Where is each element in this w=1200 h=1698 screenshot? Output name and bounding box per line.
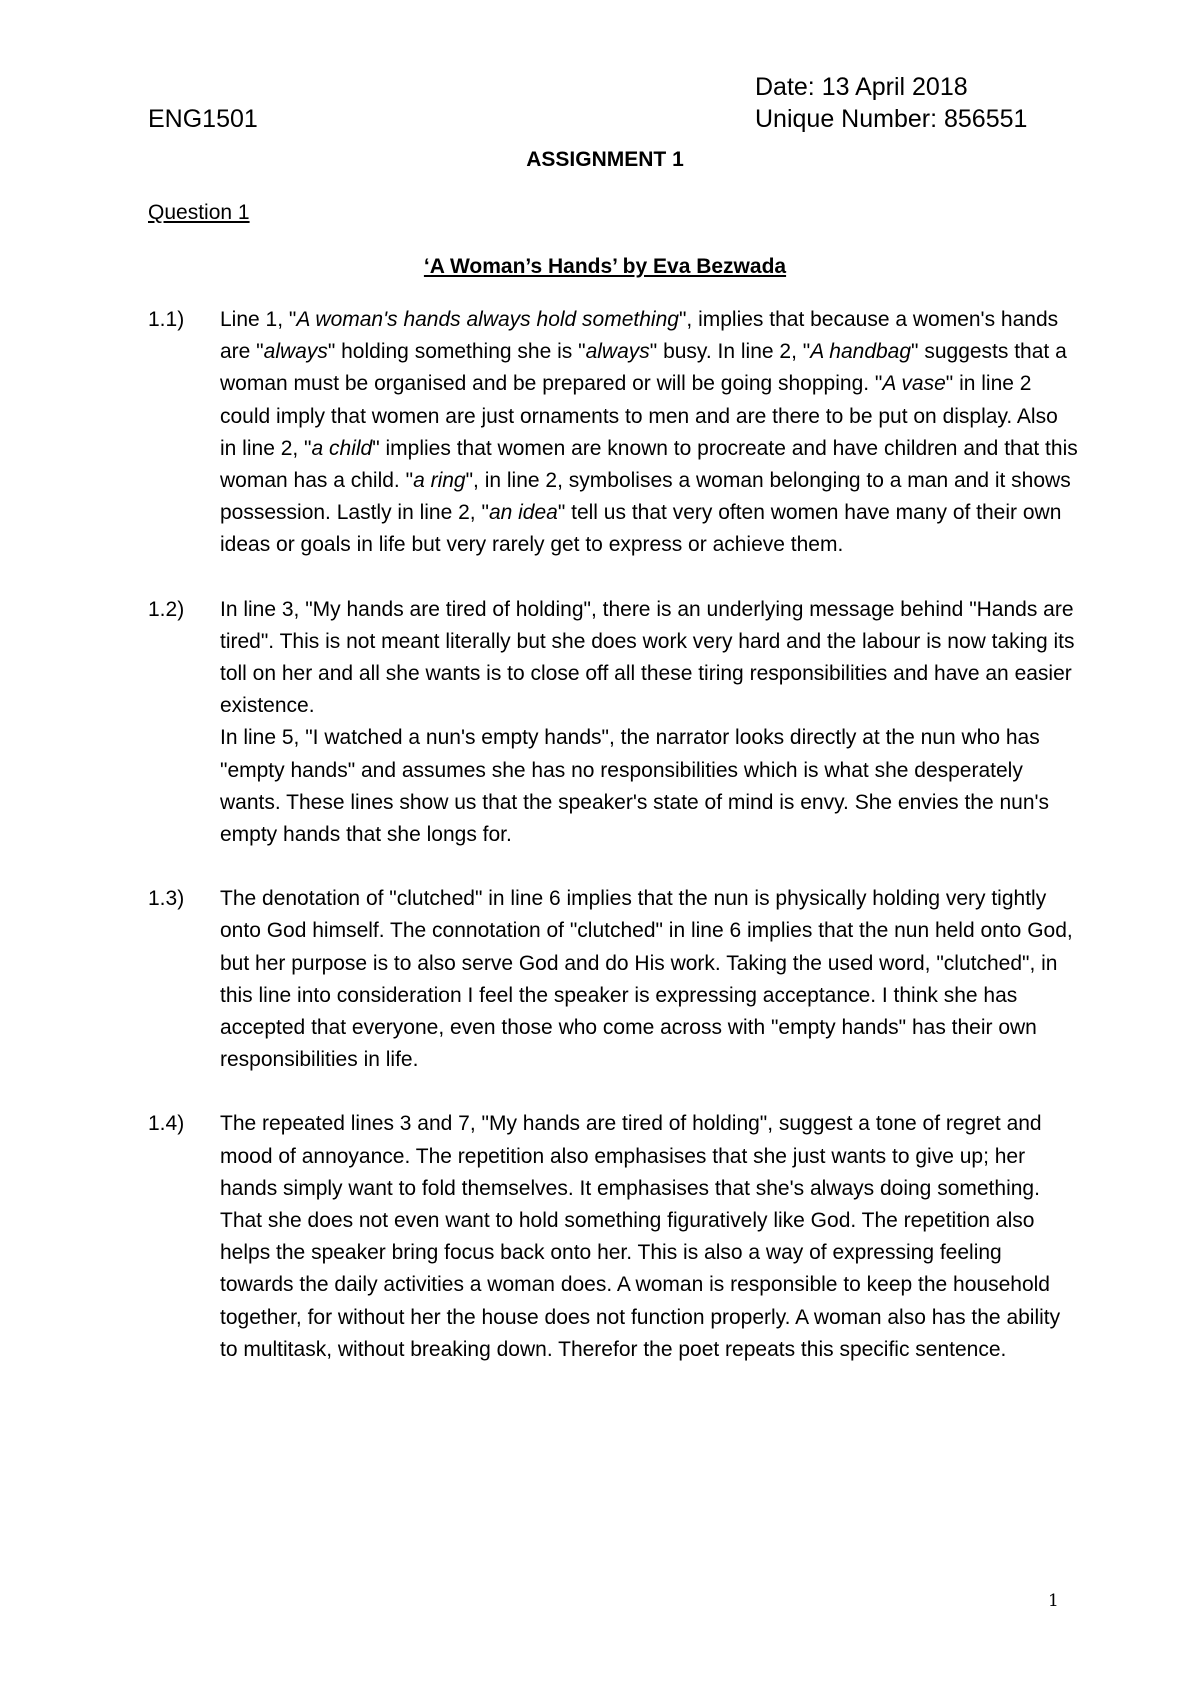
answer-number: 1.3) <box>148 887 185 911</box>
page-number: 1 <box>1048 1591 1059 1611</box>
assignment-title: ASSIGNMENT 1 <box>526 148 684 171</box>
quoted-phrase: A woman's hands always hold something <box>296 308 679 331</box>
text-segment: " in line 2 could imply that women are just ornaments to men and are there to be put on display. Also in line 2, " <box>220 372 1058 460</box>
answer-text <box>220 304 1078 562</box>
poem-title: ‘A Woman’s Hands’ by Eva Bezwada <box>423 255 787 278</box>
answer-paragraph: In line 3, "My hands are tired of holding", there is an underlying message behind "Hands are tired". This is not meant literally but she does work very hard and the labour is now taking its toll on her and all she wants is to close off all these tiring responsibilities and have an easier existence. <box>220 597 1075 718</box>
text-segment: " suggests that a woman must be organised and be prepared or will be going shopping. " <box>220 340 1067 396</box>
quoted-phrase: A vase <box>882 372 946 396</box>
answer-number: 1.1) <box>148 308 185 331</box>
answer-paragraph: In line 5, "I watched a nun's empty hands", the narrator looks directly at the nun who has "empty hands" and assumes she has no responsibilities which is what she desperately wants. These lines show us that the speaker's state of mind is envy. She envies the nun's empty hands that she longs for. <box>220 726 1050 847</box>
answer-1-3 <box>148 883 1078 1076</box>
answer-paragraph: The denotation of "clutched" in line 6 implies that the nun is physically holding very tightly onto God himself. The connotation of "clutched" in line 6 implies that the nun held onto God, but her purpose is to also serve God and do His work. Taking the used word, "clutched", in this line into consideration I feel the speaker is expressing acceptance. I think she has accepted that everyone, even those who come across with "empty hands" has their own responsibilities in life. <box>220 887 1073 1072</box>
answer-number: 1.4) <box>148 1112 185 1136</box>
text-segment: " tell us that very often women have many of their own ideas or goals in life but very rarely get to express or achieve them. <box>220 501 1062 557</box>
answer-number: 1.2) <box>148 597 185 621</box>
text-segment: ", implies that because a women's hands are " <box>220 308 1059 364</box>
answer-1-1 <box>148 304 1078 562</box>
quoted-phrase: a ring <box>413 469 466 493</box>
text-segment: " busy. In line 2, " <box>649 340 811 364</box>
text-segment: Line 1, " <box>220 308 297 331</box>
answer-1-2 <box>148 594 1078 852</box>
text-segment: " implies that women are known to procreate and have children and that this woman has a child. " <box>220 436 1078 493</box>
header-meta <box>755 71 1027 135</box>
answer-paragraph: The repeated lines 3 and 7, "My hands are tired of holding", suggest a tone of regret and mood of annoyance. The repetition also emphasises that she just wants to give up; her hands simply want to fold themselves. It emphasises that she's always doing something. That she does not even want to hold something figuratively like God. The repetition also helps the speaker bring focus back onto her. This is also a way of expressing feeling towards the daily activities a woman does. A woman is responsible to keep the household together, for without her the house does not function properly. A woman also has the ability to multitask, without breaking down. Therefor the poet repeats this specific sentence. <box>220 1112 1061 1361</box>
quoted-phrase: an idea <box>488 501 558 525</box>
quoted-phrase: always <box>263 340 328 364</box>
assignment-date: Date: 13 April 2018 <box>755 73 968 101</box>
text-segment: " holding something she is " <box>327 340 586 364</box>
unique-number: Unique Number: 856551 <box>755 105 1028 133</box>
quoted-phrase: a child <box>311 436 373 460</box>
quoted-phrase: always <box>585 340 650 364</box>
answer-text <box>220 1108 1078 1366</box>
text-segment: ", in line 2, symbolises a woman belonging to a man and it shows possession. Lastly in line 2, " <box>220 469 1071 525</box>
answer-text <box>220 883 1078 1076</box>
answer-text <box>220 594 1078 852</box>
answers-list <box>148 304 1078 1398</box>
quoted-phrase: A handbag <box>810 340 912 364</box>
answer-paragraph <box>220 304 1078 562</box>
question-label: Question 1 <box>148 201 250 224</box>
course-code: ENG1501 <box>148 105 258 133</box>
answer-1-4 <box>148 1108 1078 1366</box>
